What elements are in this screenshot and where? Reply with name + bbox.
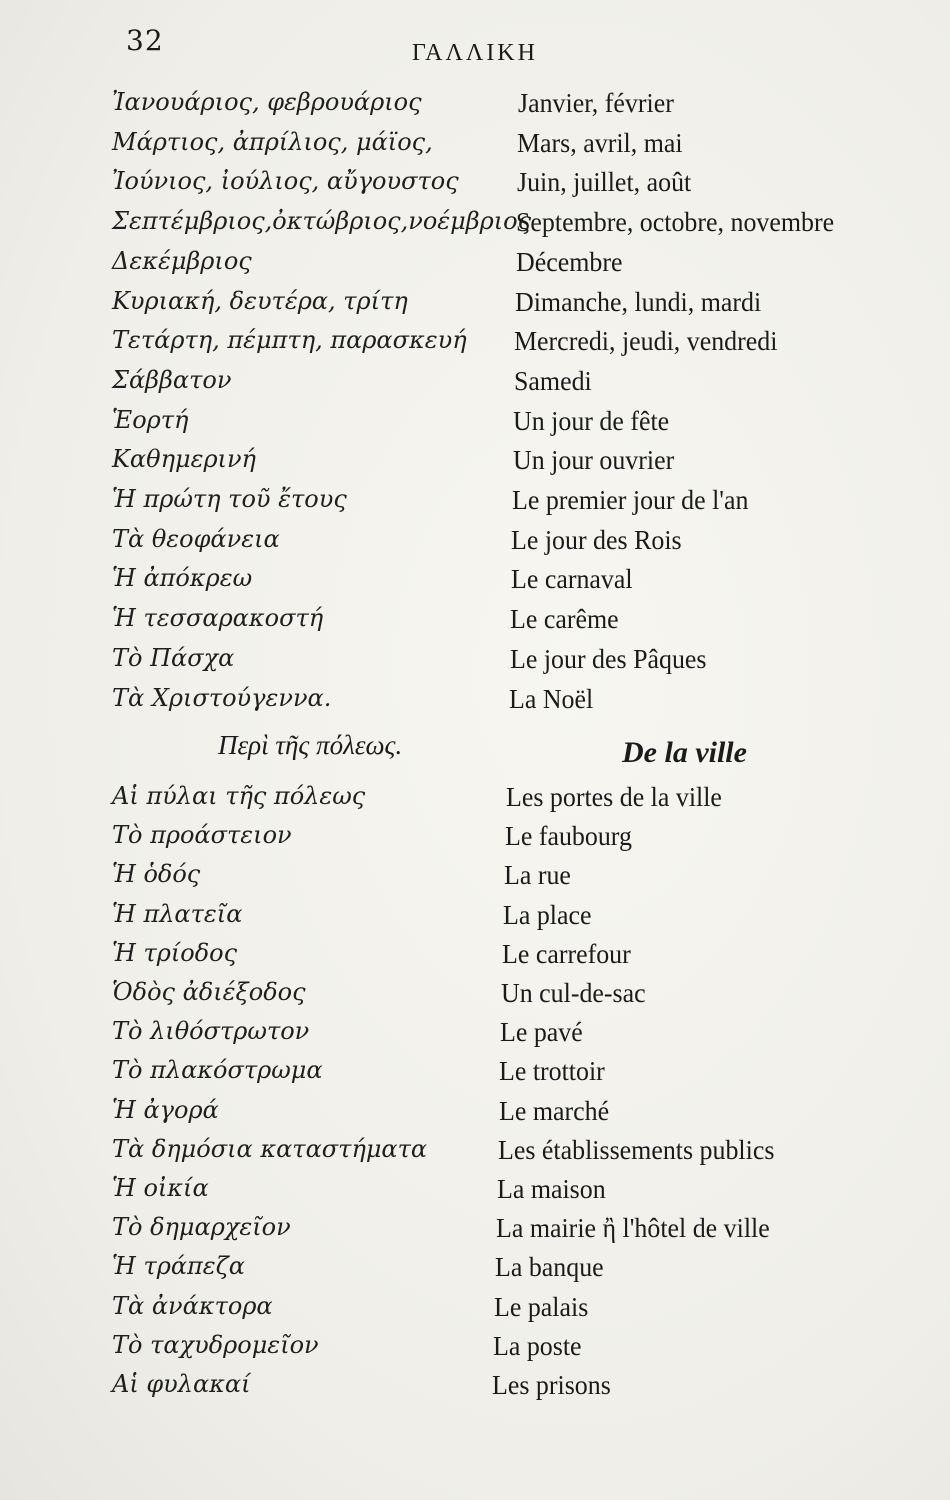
vocab-row — [0, 1096, 950, 1136]
greek-term: Σάββατον — [112, 365, 232, 394]
french-term: La poste — [492, 1330, 582, 1361]
greek-term: Τὸ προάστειον — [112, 821, 292, 850]
vocab-row — [0, 604, 950, 644]
vocab-row — [0, 1056, 950, 1096]
french-term: Un jour de fête — [513, 405, 670, 436]
greek-term: Τὸ ταχυδρομεῖον — [112, 1330, 319, 1359]
greek-term: Αἱ πύλαι τῆς πόλεως — [112, 782, 366, 810]
french-term: Le pavé — [500, 1017, 584, 1048]
french-term: La mairie ἢ l'hôtel de ville — [495, 1213, 770, 1244]
french-term: Les prisons — [492, 1370, 611, 1400]
section-title-french: De la ville — [622, 736, 747, 769]
running-head: ΓΑΛΛΙΚΗ — [412, 40, 538, 66]
greek-term: Τὸ Πάσχα — [112, 643, 235, 672]
french-term: Mars, avril, mai — [517, 127, 683, 158]
greek-term: Ἡ ἀγορά — [112, 1095, 219, 1124]
greek-term: Ὁδὸς ἀδιέξοδος — [112, 978, 306, 1006]
vocab-row — [0, 1331, 950, 1371]
french-term: Le faubourg — [505, 821, 632, 852]
greek-term: Τὰ θεοφάνεια — [112, 524, 280, 553]
vocab-row — [0, 167, 950, 207]
greek-term: Κυριακή, δευτέρα, τρίτη — [112, 286, 408, 315]
french-term: Le carême — [510, 604, 619, 635]
vocab-row — [0, 782, 950, 822]
vocab-row — [0, 1017, 950, 1057]
vocab-row — [0, 485, 950, 525]
french-term: La Noël — [509, 683, 594, 714]
greek-term: Τὸ λιθόστρωτον — [112, 1017, 310, 1046]
greek-term: Αἱ φυλακαί — [112, 1370, 251, 1398]
vocab-row — [0, 247, 950, 287]
french-term: Le jour des Pâques — [509, 643, 707, 674]
vocab-row — [0, 1135, 950, 1175]
vocab-row — [0, 1252, 950, 1292]
vocab-row — [0, 860, 950, 900]
greek-term: Τετάρτη, πέμπτη, παρασκευή — [112, 326, 467, 355]
french-term: Un cul-de-sac — [501, 978, 646, 1008]
vocab-row — [0, 207, 950, 247]
section-title-greek: Περὶ τῆς πόλεως. — [218, 730, 403, 760]
greek-term: Ἡ ὁδός — [112, 860, 201, 889]
french-term: Mercredi, jeudi, vendredi — [514, 326, 778, 357]
french-term: Le carrefour — [502, 938, 632, 969]
french-term: Les portes de la ville — [506, 782, 722, 812]
vocab-row — [0, 644, 950, 684]
greek-term: Ἡ πρώτη τοῦ ἔτους — [112, 485, 347, 513]
greek-term: Τὰ Χριστούγεννα. — [112, 683, 332, 712]
french-term: Le premier jour de l'an — [512, 485, 749, 515]
vocab-row — [0, 900, 950, 940]
french-term: Le carnaval — [510, 564, 633, 595]
vocab-row — [0, 821, 950, 861]
vocab-row — [0, 1370, 950, 1410]
french-term: Samedi — [513, 365, 592, 396]
vocab-row — [0, 406, 950, 446]
greek-term: Τὸ δημαρχεῖον — [112, 1213, 291, 1242]
greek-term: Τὰ ἀνάκτορα — [112, 1291, 273, 1320]
vocab-row — [0, 525, 950, 565]
greek-term: Ἡ πλατεῖα — [112, 899, 243, 928]
greek-term: Μάρτιος, ἀπρίλιος, μάϊος, — [112, 127, 433, 156]
greek-term: Ἡ τρίοδος — [112, 938, 238, 967]
greek-term: Ἡ οἰκία — [112, 1174, 209, 1202]
greek-term: Ἑορτή — [112, 405, 189, 434]
french-term: Janvier, février — [518, 88, 674, 118]
page-number: 32 — [126, 24, 164, 57]
vocab-row — [0, 287, 950, 327]
greek-term: Τὰ δημόσια καταστήματα — [112, 1134, 428, 1163]
greek-term: Ἡ τεσσαρακοστή — [112, 604, 324, 633]
french-term: Le marché — [498, 1095, 609, 1126]
french-term: Le trottoir — [499, 1056, 606, 1087]
vocab-row — [0, 326, 950, 366]
french-term: Un jour ouvrier — [512, 445, 674, 476]
greek-term: Ἰανουάριος, φεβρουάριος — [112, 88, 422, 116]
greek-term: Σεπτέμβριος,ὀκτώβριος,νοέμβριος — [112, 207, 532, 236]
vocab-row — [0, 445, 950, 485]
french-term: La maison — [496, 1174, 606, 1204]
vocab-row — [0, 366, 950, 406]
vocab-row — [0, 978, 950, 1018]
french-term: La place — [503, 899, 592, 930]
french-term: Décembre — [515, 246, 623, 277]
french-term: Juin, juillet, août — [516, 167, 692, 198]
greek-term: Δεκέμβριος — [112, 246, 252, 275]
greek-term: Ἡ τράπεζα — [112, 1252, 245, 1281]
vocab-row — [0, 128, 950, 168]
french-term: Le palais — [493, 1291, 589, 1322]
vocab-row — [0, 684, 950, 724]
french-term: La rue — [504, 860, 572, 891]
vocab-row — [0, 88, 950, 128]
french-term: Les établissements publics — [497, 1134, 775, 1165]
french-term: Septembre, octobre, novembre — [516, 207, 835, 238]
greek-term: Τὸ πλακόστρωμα — [112, 1056, 323, 1085]
french-term: La banque — [494, 1252, 604, 1283]
vocab-row — [0, 1292, 950, 1332]
greek-term: Καθημερινή — [112, 445, 256, 474]
vocab-row — [0, 1213, 950, 1253]
vocab-row — [0, 939, 950, 979]
french-term: Dimanche, lundi, mardi — [515, 286, 762, 317]
greek-term: Ἰούνιος, ἰούλιος, αὔγουστος — [112, 167, 459, 196]
greek-term: Ἡ ἀπόκρεω — [112, 564, 253, 593]
vocab-row — [0, 564, 950, 604]
french-term: Le jour des Rois — [511, 524, 683, 555]
vocab-row — [0, 1174, 950, 1214]
